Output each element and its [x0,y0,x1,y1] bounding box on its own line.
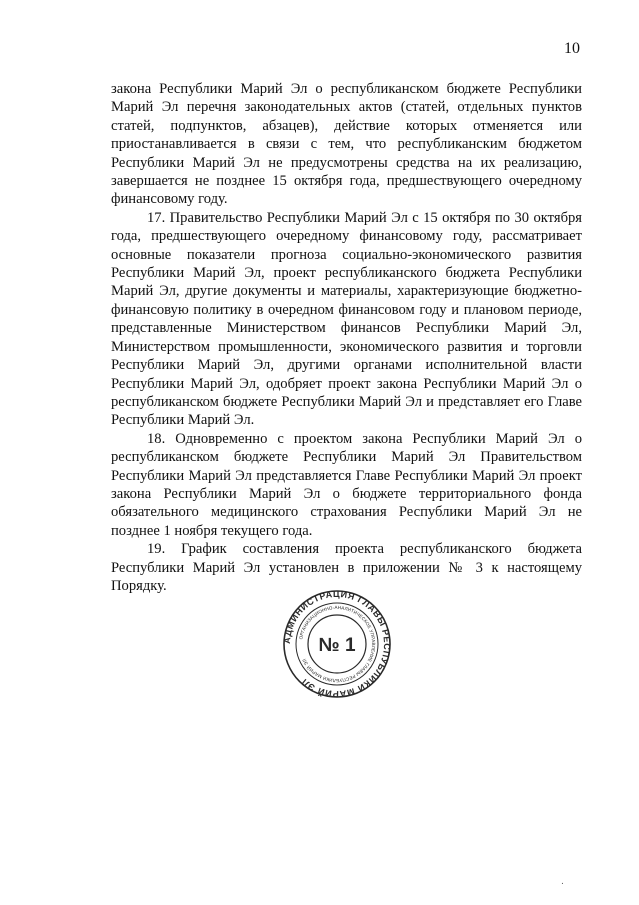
seal-outer-text: АДМИНИСТРАЦИЯ ГЛАВЫ РЕСПУБЛИКИ МАРИЙ ЭЛ [282,589,392,699]
paragraph-19: 19. График составления проекта республиканского бюджета Республики Марий Эл установлен в приложении № 3 к настоящему Порядку. [111,541,582,594]
paragraph-continuation: закона Республики Марий Эл о республиканском бюджете Республики Марий Эл перечня законодательных актов (статей, отдельных пунктов статей, подпунктов, абзацев), действие которых отменяется или приостанавливается в связи с тем, что республиканским бюджетом Республики Марий Эл не предусмотрены средства на их реализацию, завершается не позднее 15 октября года, предшествующего очередному финансовому году. [111,81,582,208]
paragraph-17: 17. Правительство Республики Марий Эл с 15 октября по 30 октября года, предшествующего очередному финансовому году, рассматривает основные показатели прогноза социально-экономического развития Республики Марий Эл, проект республиканского бюджета Республики Марий Эл, другие документы и материалы, характеризующие бюджетно-финансовую политику в очередном финансовом году и плановом периоде, представленные Министерством финансов Республики Марий Эл, Министерством промышленности, экономического развития и торговли Республики Марий Эл, другими органами исполнительной власти Республики Марий Эл, одобряет проект закона Республики Марий Эл о республиканском бюджете Республики Марий Эл и представляет его Главе Республики Марий Эл. [111,209,582,429]
page-number: 10 [564,40,580,57]
official-seal [282,589,392,699]
seal-center-text: № 1 [318,635,356,656]
document-body [111,80,582,595]
paragraph-18: 18. Одновременно с проектом закона Республики Марий Эл о республиканском бюджете Республики Марий Эл Правительством Республики Марий Эл представляется Главе Республики Марий Эл проект закона Республики Марий Эл о бюджете территориального фонда обязательного медицинского страхования Республики Марий Эл не позднее 1 ноября текущего года. [111,430,582,539]
scan-mark: . [561,877,564,887]
seal-inner-text: ОРГАНИЗАЦИОННО-АНАЛИТИЧЕСКОЕ УПРАВЛЕНИЕ ГЛАВЫ РЕСПУБЛИКИ МАРИЙ ЭЛ [298,604,377,684]
